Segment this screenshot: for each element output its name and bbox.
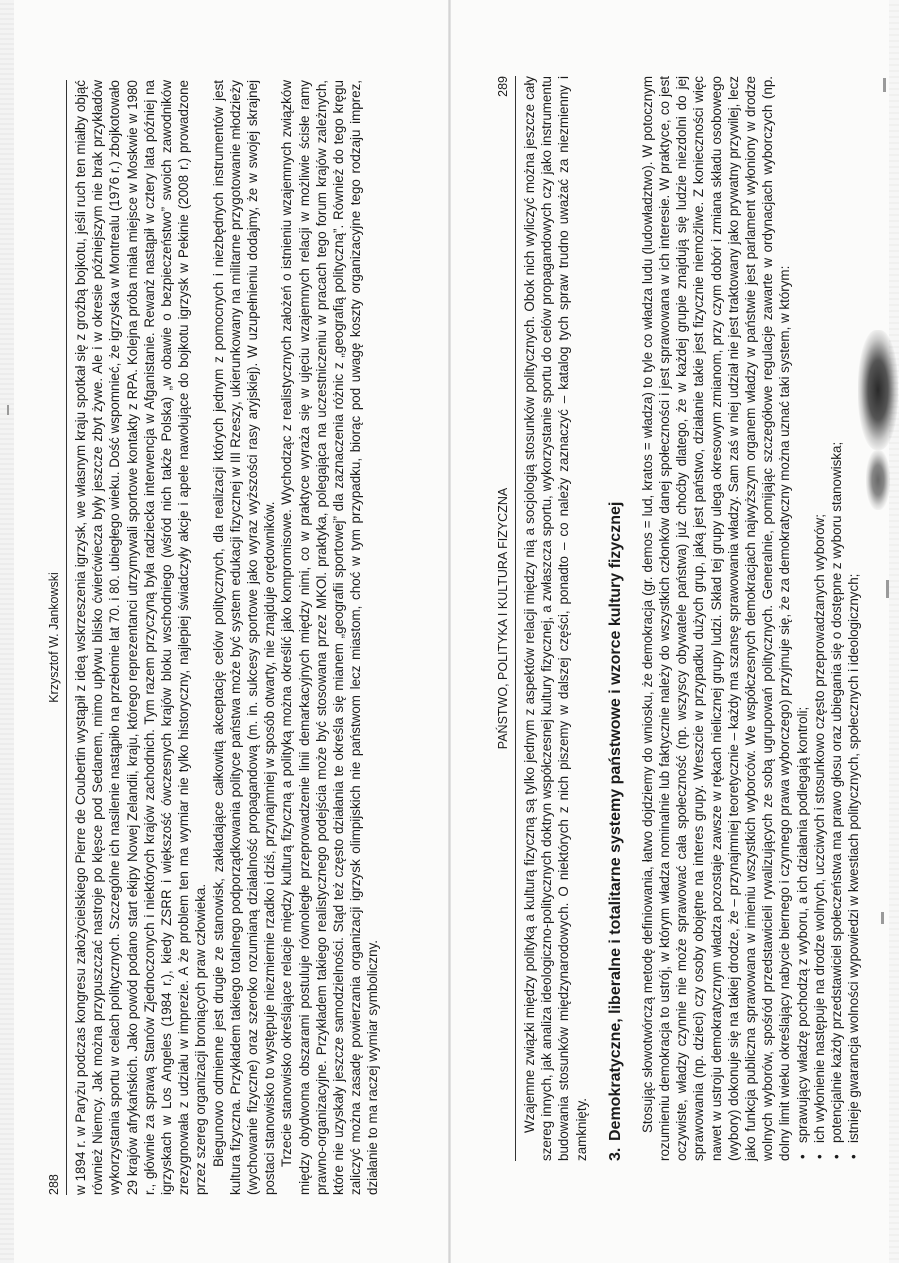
- left-page-header: [42, 80, 67, 1195]
- bullet-icon: •: [829, 1154, 845, 1159]
- bullet-list: [794, 76, 863, 1161]
- scan-mark: [7, 405, 9, 415]
- paragraph: Trzecie stanowisko określające relacje między kulturą fizyczną a polityką można określić jako kompromisowe. Wychodząc z realistycznych założeń o istnieniu wzajemnych związków między obydwoma obszarami postuluje równoległe przeprowadzenie linii demarkacyjnych między nimi, co w praktyce wyraża się w ujęciu wzajemnych relacji w możliwie ścisłe ramy prawno-organizacyjne. Przykładem takiego realistycznego podejścia może być stosowana przez MKOl. praktyka, polegająca na uczestniczeniu w pracach tego forum krajów zależnych, które nie uzyskały jeszcze samodzielności. Stąd też często działania te określa się mianem „geografii sportowej” dla zaznaczenia różnic z „geografią polityczną”. Również do tego kręgu zaliczyć można zasadę powierzania organizacji igrzysk olimpijskich nie państwom lecz miastom, choć w tym przypadku, biorąc pod uwagę koszty organizacyjne tego rodzaju imprez, działanie to ma raczej wymiar symboliczny.: [279, 80, 381, 1195]
- list-item: • potencjalnie każdy przedstawiciel społeczeństwa ma prawo głosu oraz ubiegania się o dostępne z wyboru stanowiska;: [829, 441, 845, 1159]
- paragraph: Stosując słowotwórczą metodę definiowania, łatwo dojdziemy do wniosku, że demokracja (gr. demos = lud, kratos = władza) to tyle co władza ludu (ludowładztwo). W potocznym rozumieniu demokracja to ustrój, w którym władza nominalnie lub faktycznie należy do wszystkich członków danej społeczności i jest sprawowana w ich interesie. W praktyce, co jest oczywiste, władzy czynnie nie może sprawować cała społeczność (np. wszyscy obywatele państwa) już choćby dlatego, że w każdej grupie znajdują się ludzie niezdolni do jej sprawowania (np. dzieci) czy osoby obojętne na interes grupy. Wreszcie w przypadku dużych grup, jaką jest państwo, działanie takie jest fizycznie niemożliwe. Z konieczności więc nawet w ustroju demokratycznym władza pozostaje zawsze w rękach nielicznej grupy ludzi. Skład tej grupy ulega okresowym zmianom, przy czym dobór i zmiana składu osobowego (wybory) dokonuje się na takiej drodze, że – przynajmniej teoretycznie – każdy ma szansę sprawowania władzy. Sam zaś w niej udział nie jest traktowany jako prywatny przywilej, lecz jako funkcja publiczna sprawowana w imieniu wszystkich wyborców. We współczesnych demokracjach najwyższym organem władzy w państwie jest parlament wyłoniony w drodze wolnych wyborów, spośród przedstawicieli rywalizujących ze sobą ugrupowań politycznych. Generalnie, pomijając szczegółowe regulacje zawarte w ordynacjach wyborczych (np. dolny limit wieku określający nabycie biernego i czynnego prawa wyborczego) przyjmuje się, że za demokratyczny można uznać taki system, w którym:: [639, 76, 793, 1161]
- paragraph: Biegunowo odmienne jest drugie ze stanowisk, zakładające całkowitą akceptację celów politycznych, dla realizacji których jednym z pomocnych i niezbędnych instrumentów jest kultura fizyczna. Przykładem takiego totalnego podporządkowania polityce państwa może być system edukacji fizycznej w III Rzeszy, ukierunkowany na militarne przygotowanie młodzieży (wychowanie fizyczne) oraz szeroko rozumianą działalność propagandową (m. in. sukcesy sportowe jako wyraz wyższości rasy aryjskiej). W uzupełnieniu dodajmy, że w swojej skrajnej postaci stanowisko to występuje niezmiernie rzadko i dziś, przynajmniej w sposób otwarty, nie znajduje orędowników.: [210, 80, 278, 1195]
- scan-mark: [881, 912, 884, 924]
- right-page-header: [491, 76, 516, 1161]
- scan-smudge: [858, 330, 898, 450]
- page-number: 288: [47, 1174, 61, 1195]
- bullet-icon: •: [846, 1154, 862, 1159]
- section-title: Demokratyczne, liberalne i totalitarne systemy państwowe i wzorce kultury fizycznej: [606, 501, 624, 1141]
- scan-mark: [883, 78, 886, 92]
- left-page: [0, 0, 449, 1263]
- list-item: • istnieje gwarancja wolności wypowiedzi w kwestiach politycznych, społecznych i ideologicznych;: [846, 573, 862, 1159]
- running-head: Krzysztof W. Jankowski: [47, 572, 61, 703]
- paragraph: w 1894 r. w Paryżu podczas kongresu założycielskiego Pierre de Coubertin wystąpił z ideą wskrzeszenia igrzysk, we własnym kraju spotkał się z groźbą bojkotu, jeśli ruch ten miałby objąć również Niemcy. Jak można przypuszczać nastroje po klęsce pod Sedanem, mimo upływu blisko ćwierćwiecza były jeszcze zbyt żywe. Ale i w okresie późniejszym nie brak przykładów wykorzystania sportu w celach politycznych. Szczególne ich nasilenie nastąpiło na przełomie lat 70. i 80. ubiegłego wieku. Dość wspomnieć, że igrzyska w Montrealu (1976 r.) zbojkotowało 29 krajów afrykańskich. Jako powód podano start ekipy Nowej Zelandii, kraju, którego reprezentanci utrzymywali sportowe kontakty z RPA. Kolejna próba miała miejsce w Moskwie w 1980 r., głównie za sprawą Stanów Zjednoczonych i niektórych krajów zachodnich. Tym razem przyczyną była radziecka interwencja w Afganistanie. Rewanż nastąpił w cztery lata później na igrzyskach w Los Angeles (1984 r.), kiedy ZSRR i większość ówczesnych krajów bloku wschodniego (wśród nich także Polska) „w obawie o bezpieczeństwo” swoich zawodników zrezygnowała z udziału w imprezie. A że problem ten ma wymiar nie tylko historyczny, najlepiej świadczyły akcje i apele nawołujące do bojkotu igrzysk w Pekinie (2008 r.) prowadzone przez szereg organizacji broniących praw człowieka.: [73, 80, 209, 1195]
- left-page-body: [72, 80, 382, 1195]
- bullet-icon: •: [794, 1154, 810, 1159]
- section-heading: [606, 76, 625, 1161]
- section-number: 3.: [606, 1147, 624, 1161]
- scan-smudge: [866, 450, 890, 510]
- paragraph: Wzajemne związki między polityką a kulturą fizyczną są tylko jednym z aspektów relacji między nią a socjologią stosunków politycznych. Obok nich wyliczyć można jeszcze cały szereg innych, jak analiza ideologiczno-politycznych doktryn współczesnej kultury fizycznej, a zwłaszcza sportu, wykorzystanie sportu do celów propagandowych czy jako instrumentu budowania stosunków międzynarodowych. O niektórych z nich piszemy w dalszej części, ponadto – co należy zaznaczyć – katalog tych spraw trudno uważać za niezmienny i zamknięty.: [522, 76, 589, 1161]
- right-page: [449, 0, 898, 1263]
- list-item: • ich wyłonienie następuje na drodze wolnych, uczciwych i stosunkowo często przeprowadzanych wyborów;: [811, 514, 827, 1159]
- scan-mark: [886, 580, 889, 598]
- page-number: 289: [496, 76, 510, 97]
- right-page-body: [521, 76, 862, 1161]
- list-item: • sprawujący władzę pochodzą z wyboru, a ich działania podlegają kontroli;: [794, 706, 810, 1159]
- bullet-icon: •: [811, 1154, 827, 1159]
- running-head: PAŃSTWO, POLITYKA I KULTURA FIZYCZNA: [496, 487, 510, 750]
